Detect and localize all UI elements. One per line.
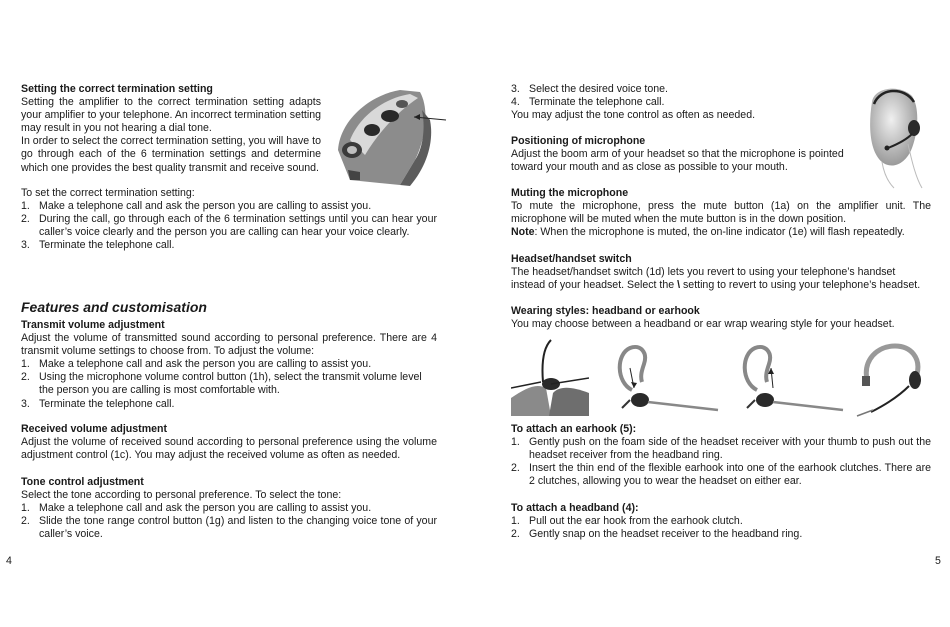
switch-heading: Headset/handset switch [511, 253, 632, 265]
muting-note [511, 226, 931, 239]
right-page [475, 0, 950, 627]
muting-section [511, 187, 931, 239]
list-item: 4. Terminate the telephone call. [511, 96, 665, 109]
amplifier-illustration [330, 80, 448, 190]
page-number-right: 5 [935, 555, 941, 567]
list-item: 1. Pull out the ear hook from the earhook clutch. [511, 515, 743, 528]
list-item: 2. Slide the tone range control button (1g) and listen to the changing voice tone of your caller’s voice. [21, 515, 437, 541]
list-item: 1. Gently push on the foam side of the headset receiver with your thumb to push out the headset receiver from the headband ring. [511, 436, 931, 462]
tone-cont-para: You may adjust the tone control as often as needed. [511, 109, 756, 122]
transmit-steps [21, 358, 437, 410]
switch-section [511, 253, 931, 292]
list-item: 3. Terminate the telephone call. [21, 239, 175, 252]
list-item: 2. During the call, go through each of the 6 termination settings until you can hear your caller’s voice clearly and the person you are calling can hear your voice clearly. [21, 213, 437, 239]
list-item: 2. Gently snap on the headset receiver to the headband ring. [511, 528, 803, 541]
earhook-steps [511, 436, 931, 488]
tone-heading: Tone control adjustment [21, 476, 144, 488]
list-item: 2. Insert the thin end of the flexible earhook into one of the earhook clutches. There are 2 clutches, allowing you to wear the headset on either ear. [511, 462, 931, 488]
wearing-heading: Wearing styles: headband or earhook [511, 305, 700, 317]
note-label: Note [511, 226, 535, 239]
headband-heading: To attach a headband (4): [511, 502, 639, 514]
thumb-push-illustration [511, 338, 589, 416]
muting-heading: Muting the microphone [511, 187, 629, 199]
headband-headset-illustration [853, 340, 931, 418]
transmit-heading: Transmit volume adjustment [21, 319, 165, 331]
termination-para1: Setting the amplifier to the correct termination setting adapts your amplifier to your telephone. An incorrect termination setting may result in you not hearing a dial tone. [21, 96, 321, 135]
wearing-para: You may choose between a headband or ear wrap wearing style for your headset. [511, 318, 895, 331]
wearing-section [511, 305, 931, 331]
handset-symbol-icon: \ [677, 279, 681, 292]
head-with-headset-illustration [860, 82, 930, 190]
termination-heading: Setting the correct termination setting [21, 83, 213, 95]
microphone-section [511, 135, 861, 174]
features-title: Features and customisation [21, 299, 207, 315]
termination-section [21, 83, 321, 175]
list-item: 1. Make a telephone call and ask the person you are calling to assist you. [21, 358, 372, 371]
list-item: 1. Make a telephone call and ask the person you are calling to assist you. [21, 502, 372, 515]
tone-continued-section [511, 83, 871, 122]
termination-intro: To set the correct termination setting: [21, 187, 195, 199]
received-para: Adjust the volume of received sound according to personal preference using the volume adjustment control (1c). You may adjust the received volume as often as needed. [21, 436, 437, 462]
switch-para: The headset/handset switch (1d) lets you revert to using your telephone’s handset instead of your headset. Select the \ setting to revert to using your telephone’s headset. [511, 266, 921, 292]
termination-steps [21, 200, 437, 252]
transmit-para: Adjust the volume of transmitted sound according to personal preference. There are 4 transmit volume settings to choose from. To adjust the volume: [21, 332, 437, 358]
list-item: 2. Using the microphone volume control button (1h), select the transmit volume level the person you are calling is most comfortable with. [21, 371, 422, 397]
tone-para: Select the tone according to personal preference. To select the tone: [21, 489, 342, 502]
headband-steps [511, 515, 931, 541]
earhook-section [511, 423, 931, 488]
page-number-left: 4 [6, 555, 12, 567]
list-item: 3. Select the desired voice tone. [511, 83, 668, 95]
note-text: : When the microphone is muted, the on-line indicator (1e) will flash repeatedly. [534, 226, 905, 239]
termination-para2: In order to select the correct termination setting, you will have to go through each of the 6 termination settings and determine which one provides the best quality transmit and receive sound. [21, 135, 321, 174]
tone-steps [21, 502, 437, 541]
earhook-heading: To attach an earhook (5): [511, 423, 637, 435]
transmit-section [21, 319, 437, 411]
microphone-para: Adjust the boom arm of your headset so that the microphone is pointed toward your mouth and as close as possible to your mouth. [511, 148, 844, 174]
tone-steps-cont [511, 83, 871, 109]
muting-para: To mute the microphone, press the mute button (1a) on the amplifier unit. The microphone will be muted when the mute button is in the down position. [511, 200, 931, 226]
list-item: 1. Make a telephone call and ask the person you are calling to assist you. [21, 200, 372, 213]
list-item: 3. Terminate the telephone call. [21, 397, 175, 410]
headband-section [511, 502, 931, 541]
microphone-heading: Positioning of microphone [511, 135, 646, 147]
tone-section [21, 476, 437, 541]
earhook-insert-illustration-2 [735, 342, 845, 416]
earhook-insert-illustration-1 [610, 342, 720, 416]
received-heading: Received volume adjustment [21, 423, 168, 435]
received-section [21, 423, 437, 462]
termination-steps-block [21, 187, 437, 252]
